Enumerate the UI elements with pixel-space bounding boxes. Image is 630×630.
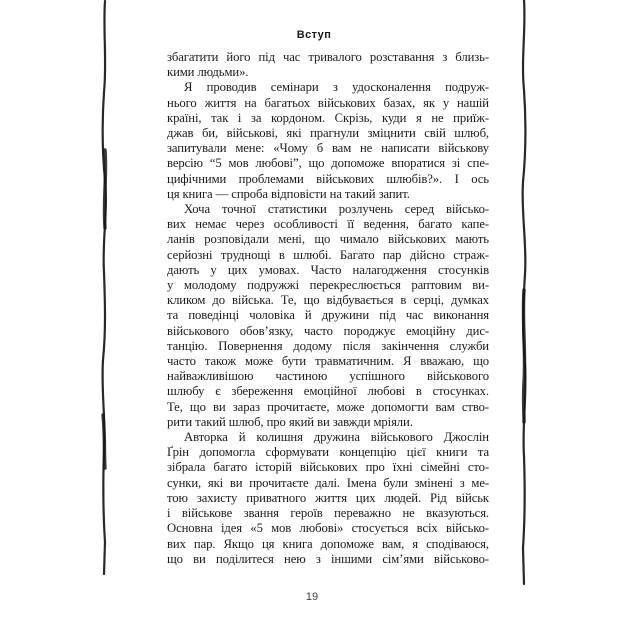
text-line: серйозні труднощі в шлюбі. Багато пар дійсно страж- [167,247,489,262]
body-text [167,50,489,567]
text-line: найважливішою частиною успішного військового [167,369,489,384]
text-line: ця книга — спроба відповісти на такий запит. [167,186,410,201]
text-line: Хоча точної статистики розлучень серед військо- [184,202,489,217]
text-line: збагатити його під час тривалого розставання з близь- [167,50,489,64]
text-line: рити такий шлюб, про який ви завжди мріяли. [167,414,413,429]
text-line: нього життя на багатьох військових базах, як у нашій [167,95,489,110]
text-line: тою захисту приватного життя цих людей. Рід військ [167,490,489,505]
text-line: цифічними проблемами військових шлюбів?». І ось [167,171,489,186]
page-number: 19 [305,591,319,603]
scan-edge-left-artifact-blob [103,150,106,468]
text-line: у молодому подружжі перекреслюється раптовим ви- [167,278,489,293]
running-header: Вступ [296,29,332,41]
text-line: вих немає через особливості її ведення, багато капе- [167,217,489,232]
text-line: ланів розповідали мені, що чимало військових мають [167,232,489,247]
text-line: і військове звання героїв переважно не вказуються. [167,506,489,521]
text-line: Те, що ви зараз прочитаєте, може допомогти вам ство- [167,399,489,414]
text-line: та поведінці чоловіка й дружини під час виконання [167,308,489,323]
text-line: сунки, які ви прочитаєте далі. Імена були змінені з ме- [167,475,489,490]
text-line: кими людьми». [167,65,249,80]
text-line: вих пар. Якщо ця книга допоможе вам, я сподіваюся, [167,536,489,551]
text-line: кликом до війська. Те, що відбувається в серці, думках [167,293,489,308]
text-line: країні, так і за кордоном. Скрізь, куди я не приїж- [167,110,489,125]
text-line: Я проводив семінари з удосконалення подруж- [184,80,489,95]
text-line: військового обов’язку, часто породжує емоційну дис- [167,323,489,338]
text-line: джав би, військові, які прагнули зміцнити свій шлюб, [167,126,489,141]
text-line: зібрала багато історій військових про їхні сімейні сто- [167,460,489,475]
text-line: що ви поділитеся нею з іншими сім’ями військово- [167,551,489,566]
scan-edge-left-artifact [103,1,106,574]
text-line: Основна ідея «5 мов любові» стосується всіх військо- [167,521,489,536]
scan-edge-right-artifact-blob [523,290,524,422]
text-line: версію “5 мов любові”, що допоможе впоратися зі спе- [167,156,489,171]
text-line: Ґрін допомогла сформувати концепцію цієї книги та [167,445,489,460]
text-line: танцію. Повернення додому після закінчення служби [167,338,489,353]
text-line: запитували мене: «Чому б вам не написати військову [167,141,489,156]
scan-edge-right-artifact [523,0,526,584]
text-line: часто також може бути травматичним. Я вважаю, що [167,354,489,369]
text-line: шлюбу є збереження емоційної любові в стосунках. [167,384,489,399]
text-line: Авторка й колишня дружина військового Джослін [184,430,489,445]
text-line: дають у цих умовах. Часто налагодження стосунків [167,262,489,277]
